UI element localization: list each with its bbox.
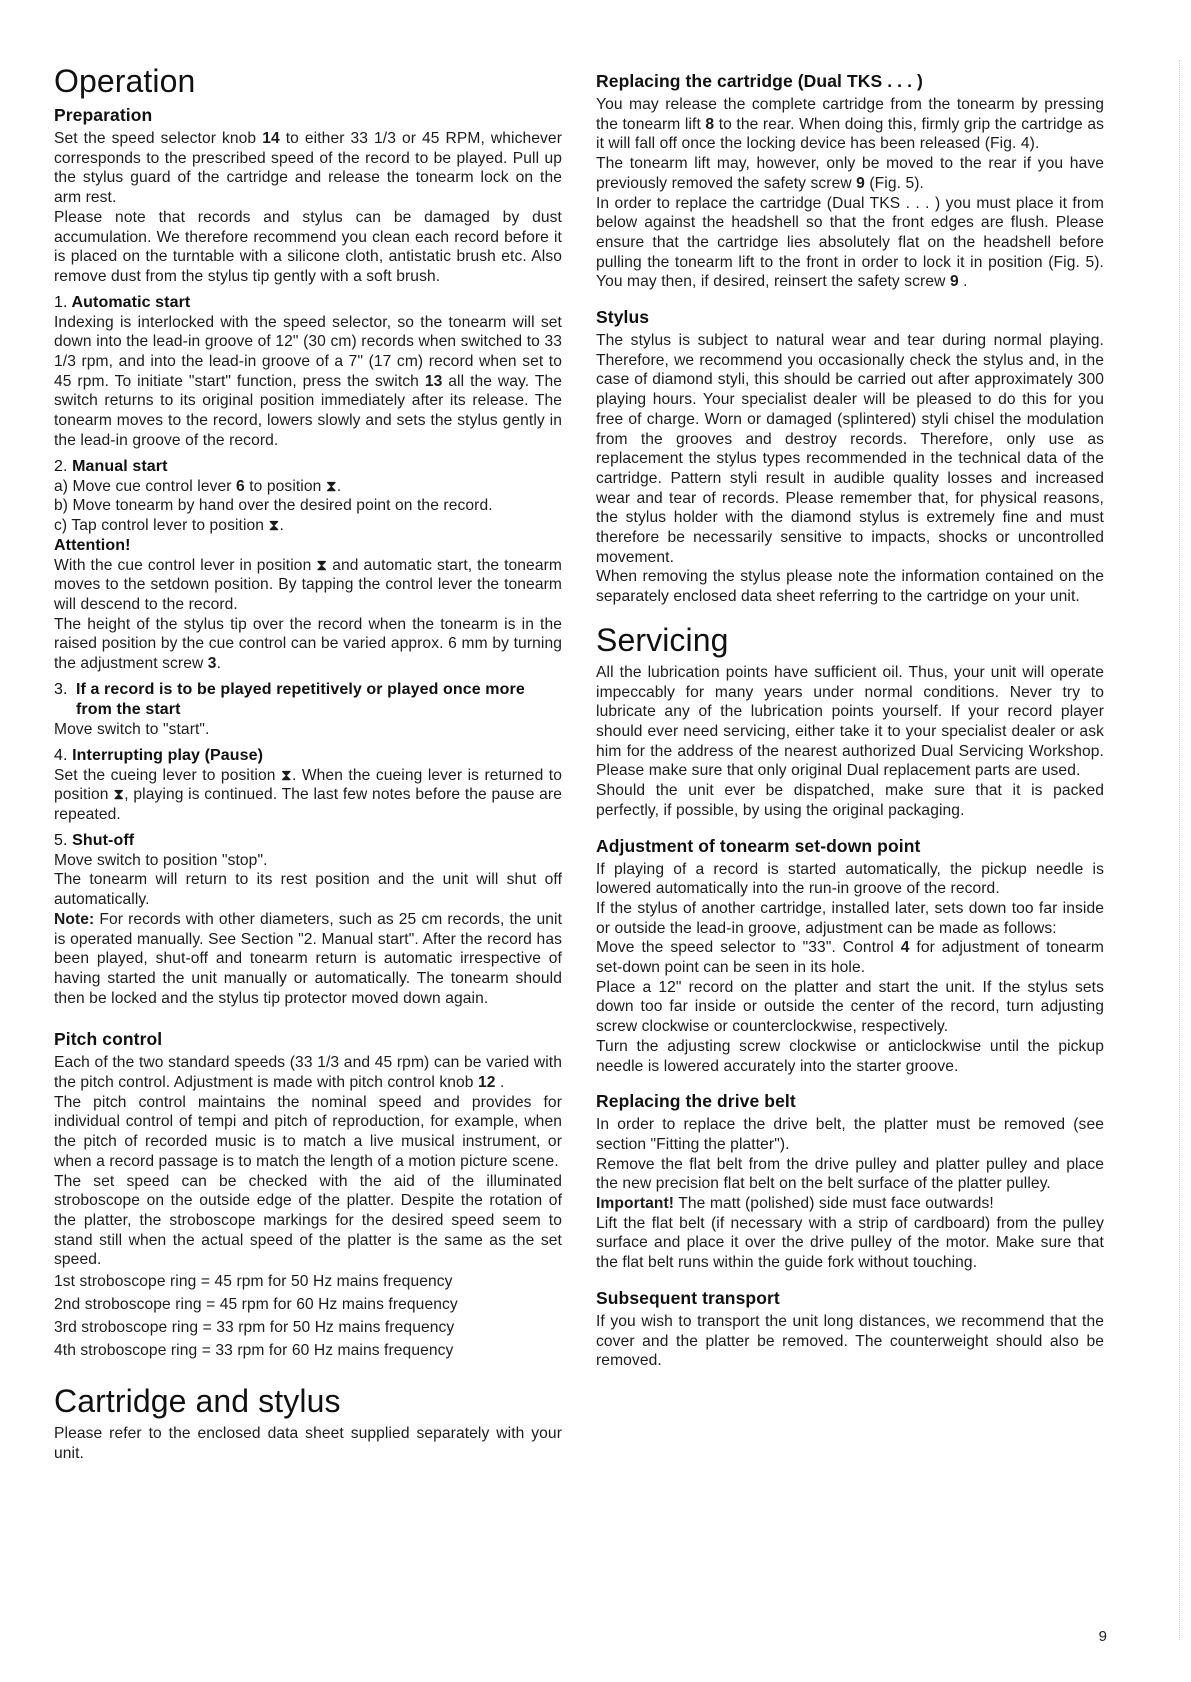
stylus-heading: Stylus <box>596 307 650 328</box>
manual-step-a: a) Move cue control lever 6 to position ⧗. <box>54 477 342 495</box>
important-paragraph: Important! The matt (polished) side must face outwards! <box>596 1195 994 1213</box>
replacing-paragraph-1: You may release the complete cartridge from the tonearm by pressing the tonearm lift 8 to the rear. When doing this, firmly grip the cartridge as it will fall off once the locking device has been released (Fig. 4). <box>596 96 1104 153</box>
page-number: 9 <box>1098 1628 1107 1645</box>
adjustment-paragraph-3: Move the speed selector to "33". Control 4 for adjustment of tonearm set-down point can be seen in its hole. <box>596 939 1105 977</box>
stroboscope-ring-2: 2nd stroboscope ring = 45 rpm for 60 Hz mains frequency <box>54 1296 458 1314</box>
drive-belt-heading: Replacing the drive belt <box>596 1091 796 1112</box>
manual-step-b: b) Move tonearm by hand over the desired point on the record. <box>54 497 493 515</box>
repeat-paragraph: Move switch to "start". <box>54 720 210 738</box>
servicing-paragraph-1: All the lubrication points have sufficient oil. Thus, your unit will operate impeccably for many years under normal conditions. Never try to lubricate any of the lubrication points yourself. If your record player should ever need servicing, either take it to your specialist dealer or ask him for the address of the nearest authorized Dual Servicing Workshop. Please make sure that only original Dual replacement parts are used. <box>596 663 1104 780</box>
pitch-paragraph-1: Each of the two standard speeds (33 1/3 and 45 rpm) can be varied with the pitch control. Adjustment is made with pitch control knob 12 . <box>54 1054 562 1092</box>
note-paragraph: Note: For records with other diameters, such as 25 cm records, the unit is operated manually. See Section "2. Manual start". After the record has been played, shut-off and tonearm return is automatic irrespective of having started the unit manually or automatically. The tonearm should then be locked and the stylus tip protector moved down again. <box>54 910 562 1007</box>
left-column <box>54 62 562 1463</box>
pause-heading: 4. Interrupting play (Pause) <box>54 746 264 764</box>
servicing-paragraph-2: Should the unit ever be dispatched, make sure that it is packed perfectly, if possible, by using the original packaging. <box>596 782 1104 819</box>
preparation-heading: Preparation <box>54 105 153 125</box>
manual-start-heading: 2. Manual start <box>54 457 168 475</box>
replacing-paragraph-3: In order to replace the cartridge (Dual TKS . . . ) you must place it from below against the headshell so that the front edges are flush. Please ensure that the cartridge lies absolutely flat on the headshell before pulling the tonearm lift to the front in order to lock it in position (Fig. 5). You may then, if desired, reinsert the safety screw 9 . <box>596 194 1104 291</box>
pitch-paragraph-3: The set speed can be checked with the aid of the illuminated stroboscope on the outside edge of the platter. Despite the rotation of the platter, the stroboscope markings for the desired speed seem to stand still when the actual speed of the platter is the same as the set speed. <box>54 1172 562 1269</box>
drive-belt-paragraph-1: In order to replace the drive belt, the platter must be removed (see section "Fitting the platter"). <box>596 1116 1104 1153</box>
repeat-heading: 3. If a record is to be played repetitively or played once more from the start <box>54 680 525 718</box>
operation-title: Operation <box>54 63 196 99</box>
adjustment-paragraph-1: If playing of a record is started automatically, the pickup needle is lowered automatically into the run-in groove of the record. <box>596 860 1104 898</box>
pitch-control-heading: Pitch control <box>54 1029 163 1050</box>
automatic-start-heading: 1. Automatic start <box>54 293 191 311</box>
shutoff-paragraph-1: Move switch to position "stop". <box>54 851 268 869</box>
page-edge-divider <box>1179 60 1181 1640</box>
preparation-paragraph-1: Set the speed selector knob 14 to either 33 1/3 or 45 RPM, whichever corresponds to the prescribed speed of the record to be played. Pull up the stylus guard of the cartridge and release the tonearm lock on the arm rest. <box>54 130 562 207</box>
replacing-cartridge-heading: Replacing the cartridge (Dual TKS . . . ) <box>596 71 923 91</box>
attention-heading: Attention! <box>54 536 131 554</box>
stroboscope-ring-4: 4th stroboscope ring = 33 rpm for 60 Hz mains frequency <box>54 1342 454 1360</box>
stylus-paragraph-2: When removing the stylus please note the information contained on the separately enclosed data sheet referring to the cartridge on your unit. <box>596 568 1104 606</box>
pitch-paragraph-2: The pitch control maintains the nominal speed and provides for individual control of tempi and pitch of reproduction, for example, when the pitch of recorded music is to match a live musical instrument, or when a record passage is to match the length of a motion picture scene. <box>54 1093 562 1170</box>
attention-paragraph-2: The height of the stylus tip over the record when the tonearm is in the raised position by the cue control can be varied approx. 6 mm by turning the adjustment screw 3. <box>54 615 562 673</box>
right-column <box>596 70 1104 1371</box>
stroboscope-ring-3: 3rd stroboscope ring = 33 rpm for 50 Hz mains frequency <box>54 1319 455 1337</box>
servicing-title: Servicing <box>596 621 729 658</box>
cartridge-stylus-title: Cartridge and stylus <box>54 1383 341 1420</box>
transport-heading: Subsequent transport <box>596 1287 780 1308</box>
replacing-paragraph-2: The tonearm lift may, however, only be moved to the rear if you have previously removed the safety screw 9 (Fig. 5). <box>596 155 1104 192</box>
adjustment-paragraph-5: Turn the adjusting screw clockwise or anticlockwise until the pickup needle is lowered accurately into the starter groove. <box>596 1037 1104 1075</box>
manual-step-c: c) Tap control lever to position ⧗. <box>54 516 284 534</box>
drive-belt-paragraph-2: Remove the flat belt from the drive pulley and platter pulley and place the new precision flat belt on the belt surface of the platter pulley. <box>596 1155 1104 1193</box>
shutoff-heading: 5. Shut-off <box>54 831 135 849</box>
transport-paragraph: If you wish to transport the unit long distances, we recommend that the cover and the platter be removed. The counterweight should also be removed. <box>596 1312 1104 1370</box>
adjustment-heading: Adjustment of tonearm set-down point <box>596 835 921 856</box>
preparation-paragraph-2: Please note that records and stylus can be damaged by dust accumulation. We therefore recommend you clean each record before it is placed on the turntable with a silicone cloth, antistatic brush etc. Also remove dust from the stylus tip gently with a soft brush. <box>54 208 562 285</box>
stylus-paragraph-1: The stylus is subject to natural wear and tear during normal playing. Therefore, we recommend you occasionally check the stylus and, in the case of diamond styli, this should be carried out after approximately 300 playing hours. Your specialist dealer will be pleased to do this for you free of charge. Worn or damaged (splintered) styli chisel the modulation from the grooves and destroy records. Therefore, only use as replacement the stylus types recommended in the technical data of the cartridge. Pattern styli result in audible quality losses and increased wear and tear of records. Please remember that, for physical reasons, the stylus holder with the diamond stylus is extremely fine and must therefore be necessarily sensitive to impacts, shocks or uncontrolled movement. <box>596 332 1104 566</box>
cartridge-paragraph: Please refer to the enclosed data sheet supplied separately with your unit. <box>54 1425 562 1462</box>
stroboscope-ring-1: 1st stroboscope ring = 45 rpm for 50 Hz mains frequency <box>54 1273 453 1291</box>
automatic-start-paragraph: Indexing is interlocked with the speed selector, so the tonearm will set down into the lead-in groove of 12" (30 cm) records when switched to 33 1/3 rpm, and into the lead-in groove of a 7" (17 cm) record when set to 45 rpm. To initiate "start" function, press the switch 13 all the way. The switch returns to its original position immediately after its release. The tonearm moves to the record, lowers slowly and sets the stylus gently in the lead-in groove of the record. <box>54 313 563 449</box>
adjustment-paragraph-4: Place a 12" record on the platter and start the unit. If the stylus sets down too far inside or outside the center of the record, turn adjusting screw clockwise or counterclockwise, respectively. <box>596 978 1104 1036</box>
attention-paragraph-1: With the cue control lever in position ⧗ and automatic start, the tonearm moves to the setdown position. By tapping the control lever the tonearm will descend to the record. <box>54 556 562 614</box>
pause-paragraph: Set the cueing lever to position ⧗. When the cueing lever is returned to position ⧗, playing is continued. The last few notes before the pause are repeated. <box>54 766 562 823</box>
shutoff-paragraph-2: The tonearm will return to its rest position and the unit will shut off automatically. <box>54 871 562 909</box>
adjustment-paragraph-2: If the stylus of another cartridge, installed later, sets down too far inside or outside the lead-in groove, adjustment can be made as follows: <box>596 899 1104 937</box>
drive-belt-paragraph-3: Lift the flat belt (if necessary with a strip of cardboard) from the pulley surface and place it over the drive pulley of the motor. Make sure that the flat belt runs within the guide fork without touching. <box>596 1214 1104 1272</box>
